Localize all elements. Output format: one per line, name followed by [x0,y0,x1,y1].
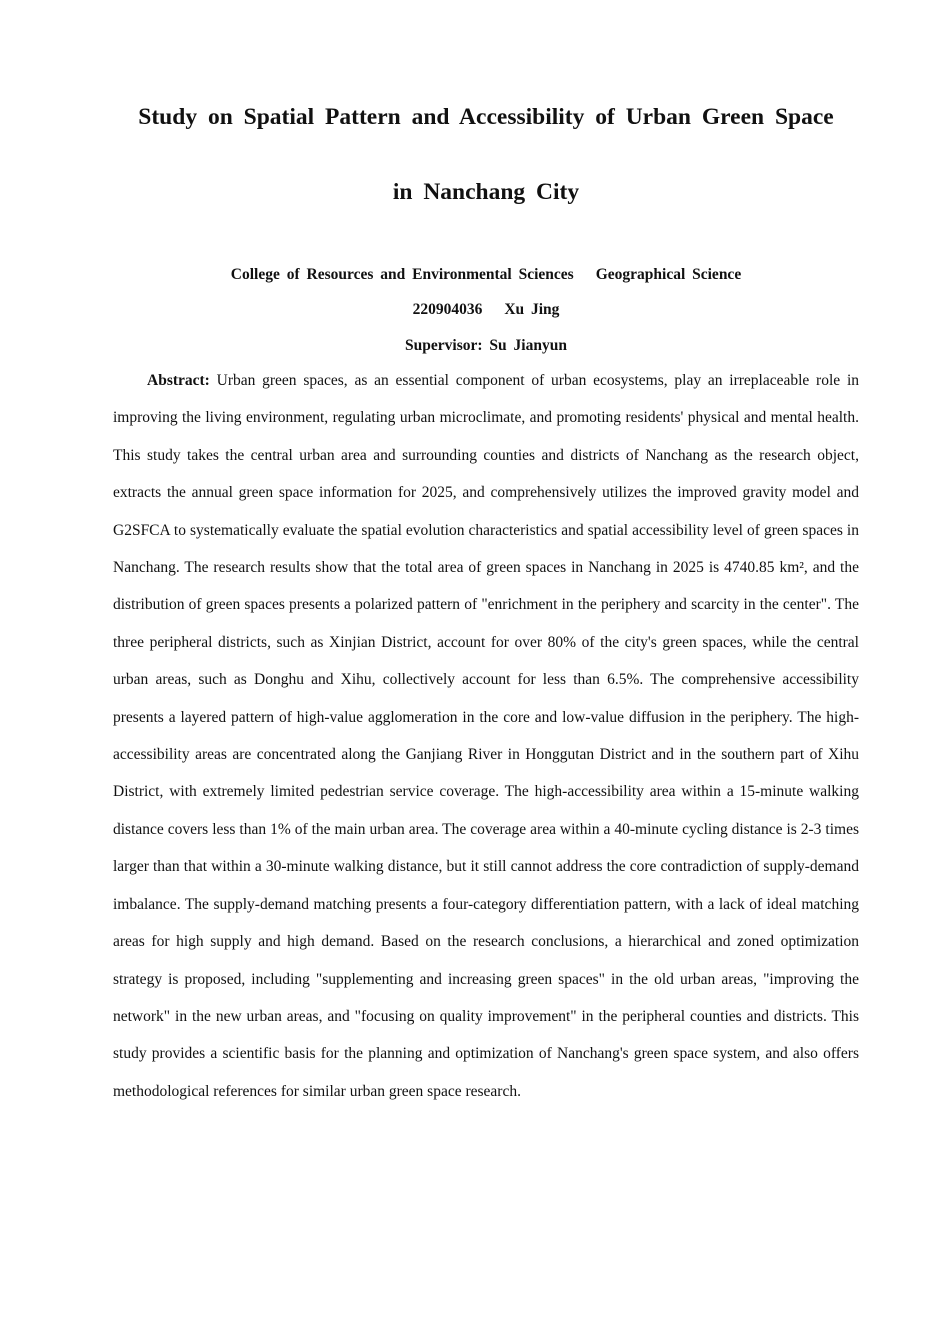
title-line-1: Study on Spatial Pattern and Accessibility of Urban Green Space [138,104,834,130]
supervisor-line: Supervisor: Su Jianyun [405,337,567,354]
title-line-2: in Nanchang City [392,179,580,205]
affiliation-line [100,265,872,285]
student-line [100,300,872,320]
abstract-paragraph [113,362,859,1110]
student-id: 220904036 [412,301,483,318]
abstract-label: Abstract: [147,372,210,389]
author-name: Xu Jing [504,301,560,318]
abstract-text: Urban green spaces, as an essential component of urban ecosystems, play an irreplaceable role in improving the living environment, regulating urban microclimate, and promoting residents' physical and mental health. This study takes the central urban area and surrounding counties and districts of Nanchang as the research object, extracts the annual green space information for 2025, and comprehensively utilizes the improved gravity model and G2SFCA to systematically evaluate the spatial evolution characteristics and spatial accessibility level of green spaces in Nanchang. The research results show that the total area of green spaces in Nanchang in 2025 is 4740.85 km², and the distribution of green spaces presents a polarized pattern of "enrichment in the periphery and scarcity in the center". The three peripheral districts, such as Xinjian District, account for over 80% of the city's green spaces, while the central urban areas, such as Donghu and Xihu, collectively account for less than 6.5%. The comprehensive accessibility presents a layered pattern of high-value agglomeration in the core and low-value diffusion in the periphery. The high-accessibility areas are concentrated along the Ganjiang River in Honggutan District and in the southern part of Xihu District, with extremely limited pedestrian service coverage. The high-accessibility area within a 15-minute walking distance covers less than 1% of the main urban area. The coverage area within a 40-minute cycling distance is 2-3 times larger than that within a 30-minute walking distance, but it still cannot address the core contradiction of supply-demand imbalance. The supply-demand matching presents a four-category differentiation pattern, with a lack of ideal matching areas for high supply and high demand. Based on the research conclusions, a hierarchical and zoned optimization strategy is proposed, including "supplementing and increasing green spaces" in the old urban areas, "improving the network" in the new urban areas, and "focusing on quality improvement" in the peripheral counties and districts. This study provides a scientific basis for the planning and optimization of Nanchang's green space system, and also offers methodological references for similar urban green space research. [113,372,859,1100]
college-name: College of Resources and Environmental Sciences [230,266,574,283]
major-name: Geographical Science [595,266,742,283]
